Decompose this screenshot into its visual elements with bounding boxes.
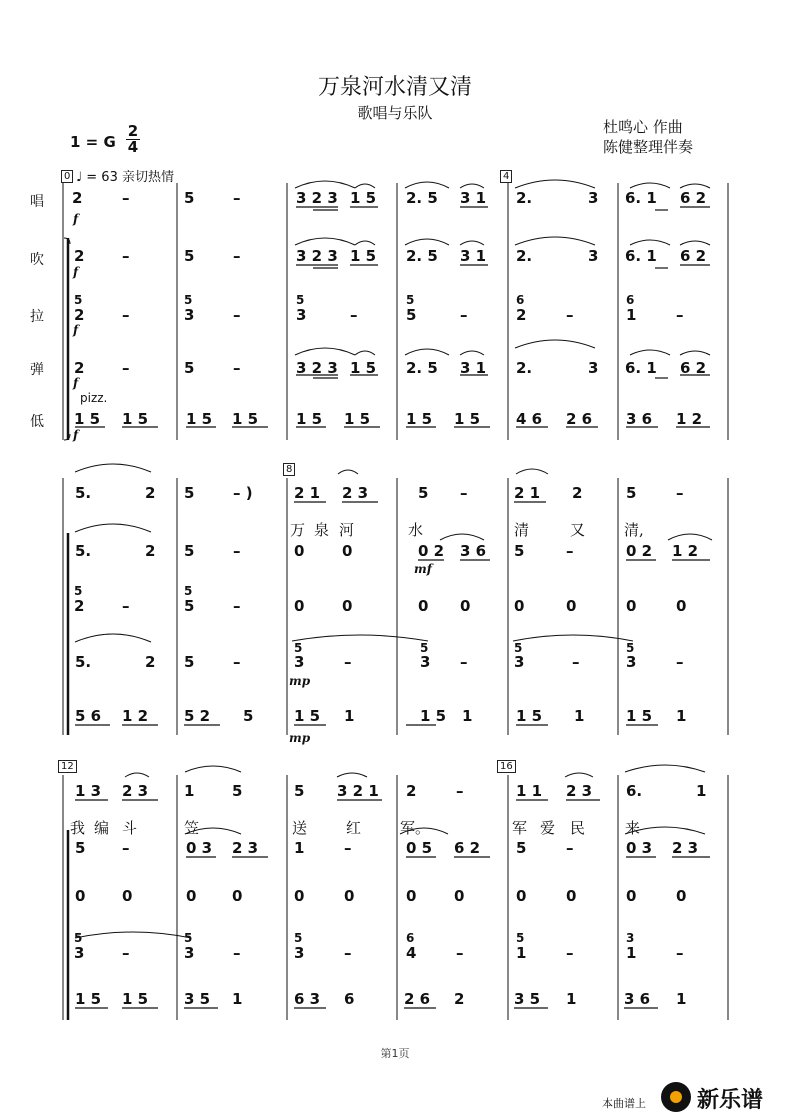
svg-text:3: 3 [184, 306, 195, 324]
svg-text:1 1: 1 1 [516, 782, 543, 800]
svg-text:3: 3 [588, 247, 599, 265]
svg-text:–: – [233, 359, 241, 377]
svg-text:2 1: 2 1 [514, 484, 541, 502]
svg-text:5: 5 [626, 641, 635, 655]
svg-text:0: 0 [516, 887, 527, 905]
source-credit [602, 1092, 646, 1111]
svg-text:3: 3 [74, 944, 85, 962]
svg-text:–: – [122, 359, 130, 377]
lyric-syllable: 编 [94, 819, 110, 837]
svg-text:–: – [460, 306, 468, 324]
measure-number-box: 12 [58, 760, 77, 773]
svg-text:–: – [122, 944, 130, 962]
svg-text:1: 1 [626, 306, 637, 324]
svg-text:1 2: 1 2 [122, 707, 149, 725]
lyric-syllable: 来 [625, 819, 641, 837]
svg-text:0: 0 [566, 597, 577, 615]
svg-text:3: 3 [420, 653, 431, 671]
svg-text:5: 5 [74, 293, 83, 307]
lyric-syllable: 清 [514, 521, 530, 539]
svg-text:1 3: 1 3 [75, 782, 102, 800]
svg-text:1 5: 1 5 [406, 410, 433, 428]
svg-text:2 6: 2 6 [566, 410, 593, 428]
lyric-syllable: 河 [339, 521, 355, 539]
svg-text:1 5: 1 5 [74, 410, 101, 428]
svg-text:1 5: 1 5 [420, 707, 447, 725]
instrument-label-vocal: 唱 [30, 194, 44, 210]
svg-text:1 2: 1 2 [672, 542, 699, 560]
svg-text:5 2: 5 2 [184, 707, 211, 725]
svg-text:1: 1 [696, 782, 707, 800]
svg-text:6. 1: 6. 1 [625, 189, 657, 207]
svg-text:3: 3 [296, 306, 307, 324]
svg-text:2. 5: 2. 5 [406, 247, 438, 265]
svg-text:1 5: 1 5 [350, 247, 377, 265]
svg-text:–: – [350, 306, 358, 324]
svg-text:4 6: 4 6 [516, 410, 543, 428]
svg-text:2 3: 2 3 [566, 782, 593, 800]
svg-text:1: 1 [294, 839, 305, 857]
svg-text:5.: 5. [75, 484, 92, 502]
svg-text:–: – [233, 542, 241, 560]
svg-text:2: 2 [454, 990, 465, 1008]
vinyl-record-icon [661, 1082, 691, 1112]
svg-text:6 3: 6 3 [294, 990, 321, 1008]
lyric-syllable: 送 [292, 819, 308, 837]
svg-text:2 3: 2 3 [672, 839, 699, 857]
svg-text:6: 6 [626, 293, 635, 307]
svg-text:–: – [566, 306, 574, 324]
svg-text:6. 1: 6. 1 [625, 359, 657, 377]
svg-text:4: 4 [406, 944, 417, 962]
tempo-expression: 亲切热情 [122, 170, 175, 185]
lyric-syllable: 万 [290, 521, 306, 539]
svg-text:5: 5 [184, 542, 195, 560]
svg-text:1 5: 1 5 [294, 707, 321, 725]
svg-text:2: 2 [572, 484, 583, 502]
svg-text:–: – [676, 306, 684, 324]
measure-number-box: 0 [61, 170, 73, 183]
svg-text:3 2 3: 3 2 3 [296, 247, 338, 265]
svg-text:2. 5: 2. 5 [406, 189, 438, 207]
svg-text:3 6: 3 6 [460, 542, 487, 560]
svg-text:1 5: 1 5 [232, 410, 259, 428]
composer-credit: 杜鸣心 作曲 [603, 118, 683, 136]
svg-text:0 3: 0 3 [626, 839, 653, 857]
svg-text:0 5: 0 5 [406, 839, 433, 857]
svg-text:3 1: 3 1 [460, 247, 487, 265]
svg-text:2 3: 2 3 [122, 782, 149, 800]
svg-text:0: 0 [75, 887, 86, 905]
dynamic-f-bass: f [73, 428, 79, 442]
svg-text:–: – [344, 944, 352, 962]
svg-text:3 1: 3 1 [460, 189, 487, 207]
svg-text:5: 5 [406, 293, 415, 307]
svg-text:–: – [676, 944, 684, 962]
svg-text:1 5: 1 5 [626, 707, 653, 725]
svg-text:0 2: 0 2 [626, 542, 653, 560]
svg-text:–: – [122, 189, 130, 207]
svg-text:–: – [676, 653, 684, 671]
svg-text:5: 5 [418, 484, 429, 502]
measure-number-box: 4 [500, 170, 512, 183]
svg-text:3: 3 [294, 944, 305, 962]
svg-text:5: 5 [74, 931, 83, 945]
lyric-syllable: 民 [570, 819, 586, 837]
svg-text:6: 6 [406, 931, 415, 945]
svg-text:0: 0 [294, 542, 305, 560]
svg-text:2: 2 [406, 782, 417, 800]
svg-text:–: – [233, 306, 241, 324]
svg-text:5: 5 [74, 584, 83, 598]
svg-text:–: – [344, 653, 352, 671]
page-subtitle: 歌唱与乐队 [357, 104, 433, 122]
svg-text:1 5: 1 5 [516, 707, 543, 725]
svg-text:0: 0 [454, 887, 465, 905]
svg-text:2: 2 [516, 306, 527, 324]
svg-text:–: – [460, 484, 468, 502]
instrument-label-winds: 吹 [30, 252, 44, 268]
svg-text:–: – [456, 782, 464, 800]
instrument-label-plucked: 弹 [30, 362, 44, 378]
svg-text:0 3: 0 3 [186, 839, 213, 857]
svg-text:–: – [233, 653, 241, 671]
svg-text:0: 0 [626, 597, 637, 615]
svg-text:5: 5 [406, 306, 417, 324]
svg-text:0: 0 [294, 887, 305, 905]
svg-text:5: 5 [184, 597, 195, 615]
svg-text:5: 5 [75, 839, 86, 857]
svg-text:3 2 1: 3 2 1 [337, 782, 379, 800]
svg-text:2: 2 [74, 306, 85, 324]
lyric-syllable: 红 [346, 819, 362, 837]
svg-text:–: – [233, 247, 241, 265]
dynamic-mp-bass: mp [289, 731, 311, 745]
svg-text:5: 5 [184, 584, 193, 598]
svg-text:5: 5 [294, 641, 303, 655]
svg-text:–: – [122, 306, 130, 324]
svg-text:0: 0 [514, 597, 525, 615]
svg-text:5: 5 [184, 189, 195, 207]
svg-text:2 1: 2 1 [294, 484, 321, 502]
svg-text:3 2 3: 3 2 3 [296, 189, 338, 207]
dynamic-mf-winds: mf [414, 562, 432, 576]
arranger-credit: 陈健整理伴奏 [603, 138, 694, 156]
svg-text:–: – [566, 944, 574, 962]
svg-text:1: 1 [516, 944, 527, 962]
svg-text:5 6: 5 6 [75, 707, 102, 725]
brand-logo-text: 新乐谱 [697, 1088, 764, 1113]
svg-text:6 2: 6 2 [680, 189, 707, 207]
svg-text:5: 5 [184, 247, 195, 265]
svg-text:0: 0 [342, 597, 353, 615]
svg-text:–: – [572, 653, 580, 671]
svg-text:0: 0 [460, 597, 471, 615]
svg-text:1 5: 1 5 [350, 359, 377, 377]
pizzicato-marking: pizz. [80, 391, 108, 405]
svg-text:3 5: 3 5 [514, 990, 541, 1008]
svg-text:1: 1 [344, 707, 355, 725]
dynamic-f-vocal: f [73, 212, 79, 226]
dynamic-f-winds: f [73, 265, 79, 279]
lyric-syllable: 又 [570, 521, 586, 539]
instrument-label-bass: 低 [30, 414, 44, 430]
svg-text:–: – [233, 597, 241, 615]
svg-text:1: 1 [232, 990, 243, 1008]
svg-text:2: 2 [74, 247, 85, 265]
svg-text:5: 5 [184, 293, 193, 307]
svg-text:0: 0 [626, 887, 637, 905]
svg-text:5: 5 [294, 782, 305, 800]
svg-text:0: 0 [344, 887, 355, 905]
lyric-syllable: 爱 [540, 819, 556, 837]
svg-text:6: 6 [344, 990, 355, 1008]
svg-text:3: 3 [294, 653, 305, 671]
svg-text:5: 5 [184, 931, 193, 945]
svg-text:1: 1 [574, 707, 585, 725]
svg-text:3 6: 3 6 [626, 410, 653, 428]
svg-text:6 2: 6 2 [454, 839, 481, 857]
svg-text:3: 3 [588, 359, 599, 377]
svg-text:–: – [566, 839, 574, 857]
svg-text:–: – [676, 484, 684, 502]
svg-text:2.: 2. [516, 359, 533, 377]
measure-number-box: 16 [497, 760, 516, 773]
svg-text:3: 3 [626, 931, 635, 945]
svg-text:5: 5 [184, 359, 195, 377]
svg-text:0: 0 [294, 597, 305, 615]
svg-text:1: 1 [676, 990, 687, 1008]
svg-text:1 5: 1 5 [122, 990, 149, 1008]
svg-text:–: – [233, 944, 241, 962]
key-signature: 1 = G [70, 133, 116, 151]
svg-text:–: – [122, 247, 130, 265]
svg-text:3 1: 3 1 [460, 359, 487, 377]
source-prefix: 本曲谱上 [602, 1097, 646, 1110]
measure-number-box: 8 [283, 463, 295, 476]
svg-text:–: – [456, 944, 464, 962]
lyric-syllable: 笠 [184, 819, 200, 837]
dynamic-f-strings: f [73, 323, 79, 337]
svg-text:3: 3 [514, 653, 525, 671]
svg-text:1: 1 [184, 782, 195, 800]
svg-text:0: 0 [122, 887, 133, 905]
svg-text:2.: 2. [516, 247, 533, 265]
svg-text:2 3: 2 3 [342, 484, 369, 502]
svg-text:5: 5 [243, 707, 254, 725]
svg-text:2: 2 [74, 359, 85, 377]
instrument-label-strings: 拉 [30, 309, 44, 325]
svg-text:2 3: 2 3 [232, 839, 259, 857]
svg-text:0: 0 [232, 887, 243, 905]
svg-text:2: 2 [74, 597, 85, 615]
svg-text:3 6: 3 6 [624, 990, 651, 1008]
time-denominator: 4 [127, 138, 139, 156]
svg-text:2: 2 [145, 484, 156, 502]
svg-text:0: 0 [676, 887, 687, 905]
svg-text:–: – [566, 542, 574, 560]
svg-text:2 6: 2 6 [404, 990, 431, 1008]
svg-text:5.: 5. [75, 542, 92, 560]
page-number: 第1页 [380, 1047, 410, 1060]
svg-text:– ): – ) [233, 484, 253, 502]
time-numerator: 2 [127, 122, 139, 140]
page-title: 万泉河水清又清 [317, 75, 472, 100]
svg-text:5: 5 [420, 641, 429, 655]
svg-text:–: – [122, 839, 130, 857]
lyric-syllable: 军 [512, 819, 528, 837]
lyric-syllable: 泉 [314, 521, 330, 539]
tempo-value: = 63 [86, 170, 118, 185]
svg-text:6 2: 6 2 [680, 359, 707, 377]
svg-text:6.: 6. [626, 782, 643, 800]
svg-text:6: 6 [516, 293, 525, 307]
svg-text:–: – [233, 189, 241, 207]
svg-text:3: 3 [588, 189, 599, 207]
lyric-syllable: 清, [624, 521, 644, 539]
svg-text:2: 2 [145, 653, 156, 671]
svg-text:6 2: 6 2 [680, 247, 707, 265]
svg-text:1 5: 1 5 [122, 410, 149, 428]
svg-text:5: 5 [516, 839, 527, 857]
svg-text:5: 5 [296, 293, 305, 307]
svg-text:5.: 5. [75, 653, 92, 671]
quarter-note-icon: ♩ [76, 170, 83, 185]
svg-text:6. 1: 6. 1 [625, 247, 657, 265]
svg-text:5: 5 [294, 931, 303, 945]
svg-text:1 2: 1 2 [676, 410, 703, 428]
svg-text:5: 5 [514, 542, 525, 560]
dynamic-f-plucked: f [73, 376, 79, 390]
svg-text:0: 0 [186, 887, 197, 905]
svg-text:2.: 2. [516, 189, 533, 207]
svg-text:1 5: 1 5 [344, 410, 371, 428]
svg-text:1 5: 1 5 [75, 990, 102, 1008]
svg-text:2. 5: 2. 5 [406, 359, 438, 377]
svg-text:1 5: 1 5 [296, 410, 323, 428]
lyric-syllable: 斗 [122, 819, 138, 837]
svg-text:0: 0 [566, 887, 577, 905]
svg-text:1: 1 [676, 707, 687, 725]
svg-text:1 5: 1 5 [350, 189, 377, 207]
svg-text:–: – [344, 839, 352, 857]
svg-text:5: 5 [626, 484, 637, 502]
svg-text:0: 0 [676, 597, 687, 615]
svg-text:2: 2 [72, 189, 83, 207]
lyric-syllable: 军。 [400, 819, 431, 837]
svg-text:1 5: 1 5 [186, 410, 213, 428]
svg-text:3: 3 [626, 653, 637, 671]
svg-text:5: 5 [184, 484, 195, 502]
svg-text:5: 5 [514, 641, 523, 655]
svg-text:0: 0 [418, 597, 429, 615]
svg-text:3 2 3: 3 2 3 [296, 359, 338, 377]
svg-text:3 5: 3 5 [184, 990, 211, 1008]
svg-text:0: 0 [342, 542, 353, 560]
dynamic-mp-plucked: mp [289, 674, 311, 688]
svg-text:5: 5 [232, 782, 243, 800]
svg-text:5: 5 [184, 653, 195, 671]
svg-text:1: 1 [462, 707, 473, 725]
lyric-syllable: 水 [408, 521, 424, 539]
svg-text:3: 3 [184, 944, 195, 962]
svg-text:–: – [122, 597, 130, 615]
svg-text:1 5: 1 5 [454, 410, 481, 428]
svg-text:2: 2 [145, 542, 156, 560]
svg-text:0: 0 [406, 887, 417, 905]
svg-text:1: 1 [566, 990, 577, 1008]
svg-text:–: – [460, 653, 468, 671]
svg-text:5: 5 [516, 931, 525, 945]
svg-text:1: 1 [626, 944, 637, 962]
lyric-syllable: 我 [70, 819, 86, 837]
svg-text:0 2: 0 2 [418, 542, 445, 560]
